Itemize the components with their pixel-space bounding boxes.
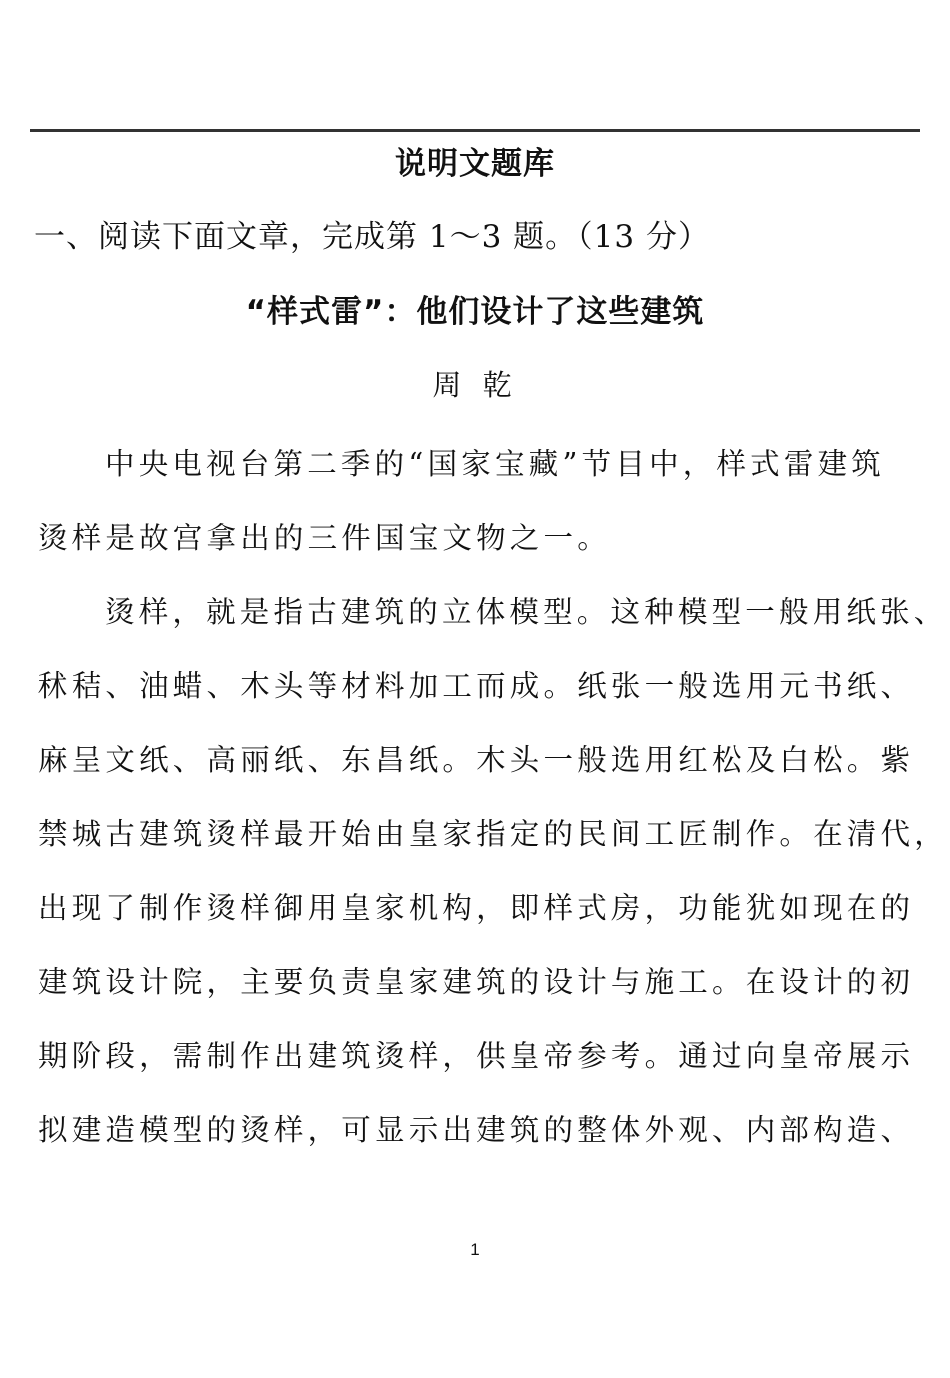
header-rule (30, 129, 920, 132)
paragraph-line: 麻呈文纸、高丽纸、东昌纸。木头一般选用红松及白松。紫 (38, 743, 915, 777)
paragraph-line: 烫样是故宫拿出的三件国宝文物之一。 (38, 521, 611, 555)
paragraph-line: 建筑设计院，主要负责皇家建筑的设计与施工。在设计的初 (38, 965, 915, 999)
question-heading: 一、阅读下面文章，完成第 1～3 题。（13 分） (34, 219, 710, 255)
document-title: 说明文题库 (395, 146, 555, 182)
article-title: “样式雷”：他们设计了这些建筑 (245, 294, 705, 330)
page-number: 1 (470, 1240, 480, 1259)
paragraph-line: 中央电视台第二季的“国家宝藏”节目中，样式雷建筑 (105, 447, 885, 481)
article-author: 周 乾 (432, 368, 518, 402)
paragraph-line: 烫样，就是指古建筑的立体模型。这种模型一般用纸张、 (105, 595, 948, 629)
paragraph-line: 禁城古建筑烫样最开始由皇家指定的民间工匠制作。在清代， (38, 817, 948, 851)
paragraph-line: 秫秸、油蜡、木头等材料加工而成。纸张一般选用元书纸、 (38, 669, 915, 703)
paragraph-line: 出现了制作烫样御用皇家机构，即样式房，功能犹如现在的 (38, 891, 915, 925)
paragraph-line: 拟建造模型的烫样，可显示出建筑的整体外观、内部构造、 (38, 1113, 915, 1147)
paragraph-line: 期阶段，需制作出建筑烫样，供皇帝参考。通过向皇帝展示 (38, 1039, 915, 1073)
article-body (38, 437, 948, 1177)
